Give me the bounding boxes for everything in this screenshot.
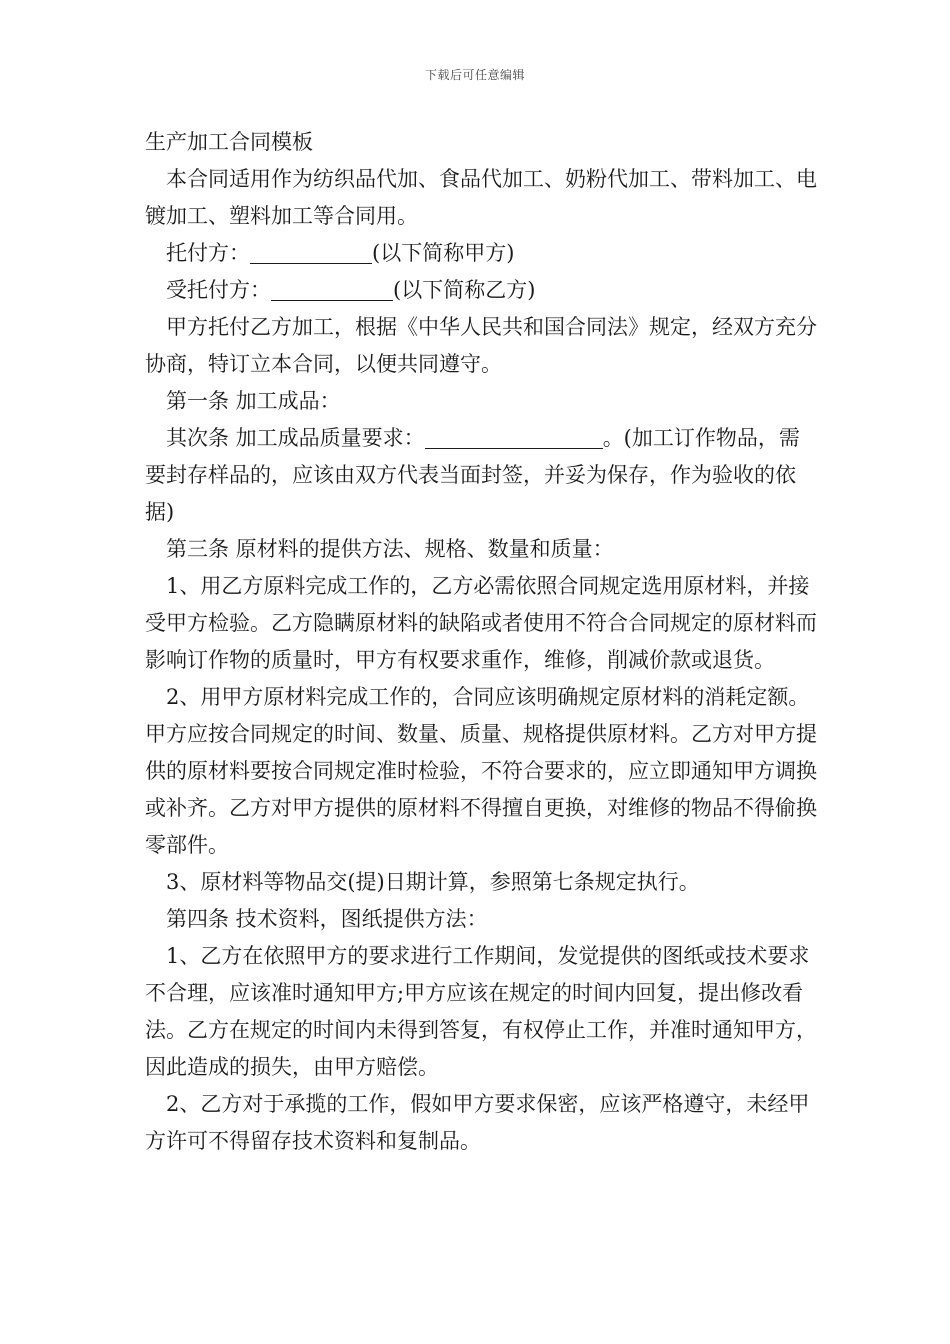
- party-b-blank[interactable]: [271, 276, 393, 301]
- article-3-item: 3、原材料等物品交(提)日期计算，参照第七条规定执行。: [166, 870, 700, 894]
- party-a-blank[interactable]: [250, 239, 372, 264]
- party-a-suffix: (以下简称甲方): [372, 241, 515, 265]
- party-a-label: 托付方：: [166, 241, 250, 265]
- party-a-line: [145, 235, 817, 272]
- document-body: [145, 124, 817, 1160]
- document-title: 生产加工合同模板: [145, 130, 313, 154]
- article-2-rest: 。(加工订作物品，需要封存样品的，应该由双方代表当面封签，并妥为保存，作为验收的依据): [145, 426, 800, 524]
- intro-paragraph: 本合同适用作为纺织品代加、食品代加工、奶粉代加工、带料加工、电镀加工、塑料加工等合同用。: [145, 167, 817, 228]
- article-2-paragraph: [145, 420, 817, 531]
- article-3-item: 2、用甲方原材料完成工作的，合同应该明确规定原材料的消耗定额。甲方应按合同规定的时间、数量、质量、规格提供原材料。乙方对甲方提供的原材料要按合同规定准时检验，不符合要求的，应立即通知甲方调换或补齐。乙方对甲方提供的原材料不得擅自更换，对维修的物品不得偷换零部件。: [145, 685, 817, 857]
- article-2-label: 其次条 加工成品质量要求：: [166, 426, 425, 450]
- article-4-heading: 第四条 技术资料，图纸提供方法：: [166, 907, 488, 931]
- article-4-item: 1、乙方在依照甲方的要求进行工作期间，发觉提供的图纸或技术要求不合理，应该准时通知甲方;甲方应该在规定的时间内回复，提出修改看法。乙方在规定的时间内未得到答复，有权停止工作，并准时通知甲方，因此造成的损失，由甲方赔偿。: [145, 944, 817, 1079]
- quality-requirement-blank[interactable]: [425, 424, 603, 449]
- party-b-suffix: (以下简称乙方): [393, 278, 536, 302]
- article-1-heading: 第一条 加工成品：: [166, 389, 341, 413]
- preamble-paragraph: 甲方托付乙方加工，根据《中华人民共和国合同法》规定，经双方充分协商，特订立本合同，以便共同遵守。: [145, 315, 817, 376]
- party-b-label: 受托付方：: [166, 278, 271, 302]
- article-3-heading: 第三条 原材料的提供方法、规格、数量和质量：: [166, 537, 614, 561]
- article-4-item: 2、乙方对于承揽的工作，假如甲方要求保密，应该严格遵守，未经甲方许可不得留存技术资料和复制品。: [145, 1092, 810, 1153]
- page-header: 下载后可任意编辑: [424, 68, 525, 82]
- article-3-item: 1、用乙方原料完成工作的，乙方必需依照合同规定选用原材料，并接受甲方检验。乙方隐瞒原材料的缺陷或者使用不符合合同规定的原材料而影响订作物的质量时，甲方有权要求重作，维修，削减价款或退货。: [145, 574, 817, 672]
- party-b-line: [145, 272, 817, 309]
